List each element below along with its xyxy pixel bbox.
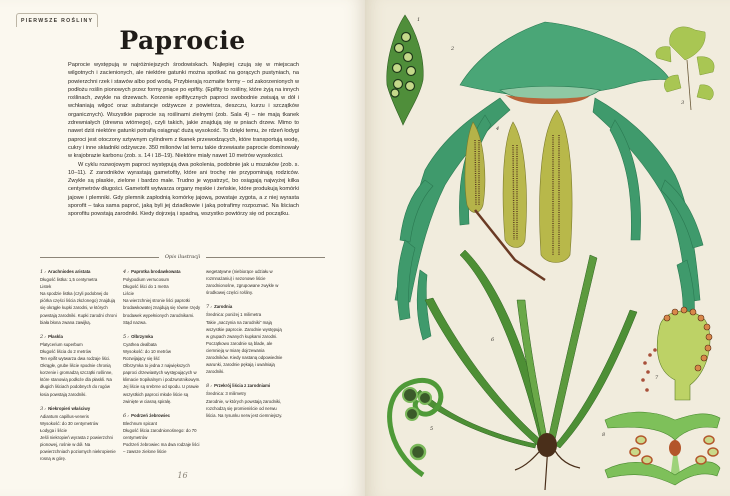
legend-number: 3 bbox=[40, 405, 44, 412]
legend-number: 4 bbox=[123, 269, 127, 275]
legend-line: Długość listka: 1,5 centymetra bbox=[40, 277, 98, 283]
legend-item-7: 7: Zarodnia Średnica: poniżej 1 milimetra Takie „naczynia na zarodniki” mają wszystkie paprocie. Zarodnie występują w grupach zwanych kupkami zarodni. Początkowo zarodnie są blade, ale ciemnieją w miarę dojrzewania zarodników. Kiedy nastaną odpowiednie warunki, zarodnie pękają i uwalniają zarodniki. bbox=[206, 304, 283, 375]
illustration-legend bbox=[40, 268, 325, 469]
legend-line: Długość liścia zarodnionośnego: do 70 centymetrów bbox=[123, 427, 197, 440]
legend-title: Podrzeń żebrowiec bbox=[131, 412, 170, 418]
legend-caption: Opis ilustracji bbox=[164, 254, 201, 260]
maidenhair-fern-icon bbox=[656, 27, 714, 110]
legend-item-4: 4: Paprotka brodawkowata Polypodium verrucosum Długość liści do 1 metra Liście Na wierzchniej stronie liści paprotki brodawkowatej znajdują się równe rzędy brodawek wypełnionych zarodnikami. Stąd nazwa. bbox=[123, 269, 201, 325]
legend-title: Olbrzymka bbox=[131, 333, 154, 339]
fiddlehead-icon bbox=[390, 380, 441, 475]
legend-line: wegetatywne (niebiorące udziału w rozmnażaniu) i sezonowe liście zarodnionośne, zgrupowane zwykle w środkowej części rośliny. bbox=[206, 269, 279, 296]
legend-title: Niekropień właściwy bbox=[48, 405, 91, 411]
right-page-illustration bbox=[365, 0, 730, 496]
legend-number: 6 bbox=[123, 412, 127, 419]
legend-line: Takie „naczynia na zarodniki” mają wszystkie paprocie. Zarodnie występują w grupach zwanych kupkami zarodni. Początkowo zarodnie są blade, ale ciemnieją w miarę dojrzewania zarodników. Kiedy nastaną odpowiednie warunki, zarodnie pękają i uwalniają zarodniki. bbox=[206, 319, 283, 375]
plate-label: 2 bbox=[451, 46, 455, 52]
legend-line: Podrzeń żebrowiec ma dwa rodzaje liści – zawsze zielone liście bbox=[123, 442, 200, 455]
legend-line: Rozwijający się liść bbox=[123, 356, 160, 362]
body-paragraph: W cyklu rozwojowym paproci występują dwa pokolenia, podobnie jak u mszaków (zob. s. 10–11). Z zarodników wyrastają gametofity, które ani trochę nie przypominają rodziców. Zwykle są płaskie, zielone i bardzo małe. Trudno je wypatrzyć, bo osiągają najwyżej kilka centymetrów długości. Gametofit wytwarza organy męskie i żeńskie, które produkują komórki jajowe i plemniki. Gdy plemnik zapłodnią komórkę jajową, powstaje zygota, a z niej wyrasta sporofit – taka sama paproć, jaką byli jej dziadkowie i jaką potrafimy rozpoznać. Na liściach sporofitu powstają zarodniki. Kiedy dojrzeją i spadną, wszystko powtórzy się od początku. bbox=[68, 161, 299, 218]
legend-line: Na wierzchniej stronie liści paprotki brodawkowatej znajdują się równe rzędy brodawek wypełnionych zarodnikami. Stąd nazwa. bbox=[123, 298, 201, 325]
legend-line: Jeśli niekropień wyrasta z powierzchni pionowej, rośnie w dół. Na powierzchniach poziomych niekropienie rosną w górę. bbox=[40, 434, 116, 462]
legend-line: Polypodium verrucosum bbox=[123, 277, 170, 283]
legend-item-8: 8: Przekrój liścia z zarodniami Średnica: 3 milimetry Zarodnie, w których powstają zarodniki, rozchodzą się promieniście od nerwu liścia. Na rysunku nerw jest ciemniejszy. bbox=[206, 383, 283, 418]
body-text bbox=[68, 61, 299, 219]
legend-column bbox=[206, 268, 284, 469]
legend-line: Blechnum spicant bbox=[123, 420, 157, 426]
plate-label: 3 bbox=[681, 100, 685, 106]
body-paragraph: Paprocie występują w najróżniejszych środowiskach. Najlepiej czują się w miejscach wilgotnych i zacienionych, ale niektóre gatunki można spotkać na gorących pustyniach, na powierzchni rzek i stawów albo pod wodą. Przybierają rozmaite formy – od zakorzenionych w podłożu roślin pionowych przez formy pnące po epifity. (Epifity to rośliny, które żyją na innych roślinach, zwykle na drzewach. Korzenie epifitycznych paproci swobodnie zwisają w dół i wchłaniają wilgoć oraz substancje odżywcze z powietrza, deszczu, kurzu i szczątków organicznych). Wszystkie paprocie są roślinami zielnymi (zob. Sala 4) – nie mają tkanek zdrewniałych (drewna wtórnego), czyli takich, jakie znajdują się w pniach drzew. Mimo to nawet dziś niektóre gatunki potrafią osiągnąć dużą wysokość. To dzięki temu, że rdzeń łodygi paproci jest otoczony sztywnym cylindrem z tkanek przewodzących, które transportują wodę, cukry i inne składniki odżywcze. 350 milionów lat temu takie drzewiaste paprocie dominowały w krajobrazie karbonu (zob. s. 14 i 18–19). Niektóre miały nawet 10 metrów wysokości. bbox=[68, 62, 299, 160]
legend-line: Na spodzie listka (czyli podobnej do piórka części liścia złożonego) znajdują się okrągłe kupki zarodni, w których powstają zarodniki. Kupki zarodni chroni biała błona zwana zawijką. bbox=[40, 291, 117, 325]
legend-column bbox=[123, 268, 201, 469]
legend-title: Płaskla bbox=[48, 333, 63, 339]
plate-label: 4 bbox=[496, 126, 500, 132]
plate-label: 7 bbox=[655, 375, 659, 381]
legend-line: Łodyga i liście bbox=[40, 427, 67, 433]
plate-label: 8 bbox=[602, 432, 606, 438]
blechnum-fern-icon bbox=[415, 250, 637, 490]
legend-line: Zarodnie, w których powstają zarodniki, rozchodzą się promieniście od nerwu liścia. Na rysunku nerw jest ciemniejszy. bbox=[206, 398, 283, 418]
divider-rule bbox=[206, 257, 325, 258]
legend-line: Długość liścia do 2 metrów bbox=[40, 348, 92, 354]
legend-number: 1 bbox=[40, 269, 44, 275]
legend-line: Platycerium superbum bbox=[40, 341, 83, 347]
sporangium-icon bbox=[641, 307, 712, 400]
legend-line: Liście bbox=[123, 291, 134, 297]
legend-line: Średnica: poniżej 1 milimetra bbox=[206, 312, 262, 318]
plate-label: 5 bbox=[430, 426, 434, 432]
legend-number: 8 bbox=[206, 383, 210, 390]
legend-title: Paprotka brodawkowata bbox=[131, 269, 181, 274]
legend-number: 2 bbox=[40, 333, 44, 340]
legend-line: Średnica: 3 milimetry bbox=[206, 391, 247, 397]
legend-item-5: 5: Olbrzymka Cyathea dealbata Wysokość: do 10 metrów Rozwijający się liść Olbrzymka to jedna z największych paproci drzewiastych występujących w klimacie tropikalnym i podzwrotnikowym. Jej liście są srebrne od spodu. U prawie wszystkich paproci młode liście są zwinięte w ciasną spiralę. bbox=[123, 333, 201, 404]
leaflet-sori-icon bbox=[387, 15, 424, 125]
legend-line: Ten epifit wytwarza dwa rodzaje liści. Okrągłe, grube liście spodnie chronią korzenie i gromadzą szczątki roślinne, które stanowią podłoże dla płaskli. Na długich liściach podobnych do rogów łosia powstają zarodniki. bbox=[40, 356, 113, 397]
legend-item-6: 6: Podrzeń żebrowiec Blechnum spicant Długość liścia zarodnionośnego: do 70 centymetrów Podrzeń żebrowiec ma dwa rodzaje liści – zawsze zielone liście bbox=[123, 412, 200, 455]
legend-title: Przekrój liścia z zarodniami bbox=[214, 383, 271, 389]
legend-line: Olbrzymka to jedna z największych paproci drzewiastych występujących w klimacie tropikalnym i podzwrotnikowym. Jej liście są srebrne od spodu. U prawie wszystkich paproci młode liście są zwinięte w ciasną spiralę. bbox=[123, 363, 201, 404]
leaf-cross-section-icon bbox=[605, 412, 720, 485]
page-title: Paprocie bbox=[119, 26, 246, 55]
legend-line: Długość liści do 1 metra bbox=[123, 284, 169, 290]
section-tab: PIERWSZE ROŚLINY bbox=[16, 13, 98, 27]
page-number: 16 bbox=[177, 471, 188, 480]
plate-label: 6 bbox=[491, 337, 495, 343]
legend-title: Zarodnia bbox=[214, 304, 233, 310]
legend-line: Wysokość: do 10 metrów bbox=[123, 348, 171, 354]
legend-title: Arachniodes aristata bbox=[47, 269, 91, 274]
legend-line: Cyathea dealbata bbox=[123, 341, 157, 347]
legend-item-3: 3: Niekropień właściwy Adiantum capillus-veneris Wysokość: do 30 centymetrów Łodyga i liście Jeśli niekropień wyrasta z powierzchni pionowej, rośnie w dół. Na powierzchniach poziomych niekropienie rosną w górę. bbox=[40, 405, 118, 463]
legend-divider bbox=[40, 253, 325, 261]
legend-line: Adiantum capillus-veneris bbox=[40, 413, 89, 419]
legend-line: Listek bbox=[40, 284, 52, 290]
legend-item-6-continued bbox=[206, 268, 284, 296]
legend-number: 5 bbox=[123, 333, 127, 340]
legend-number: 7 bbox=[206, 304, 210, 311]
divider-rule bbox=[40, 257, 159, 258]
legend-column bbox=[40, 268, 118, 469]
legend-item-1: 1: Arachniodes aristata Długość listka: 1,5 centymetra Listek Na spodzie listka (czyli podobnej do piórka części liścia złożonego) znajdują się okrągłe kupki zarodni, w których powstają zarodniki. Kupki zarodni chroni biała błona zwana zawijką. bbox=[40, 269, 117, 325]
legend-item-2: 2: Płaskla Platycerium superbum Długość liścia do 2 metrów Ten epifit wytwarza dwa rodzaje liści. Okrągłe, grube liście spodnie chronią korzenie i gromadzą szczątki roślinne, które stanowią podłoże dla płaskli. Na długich liściach podobnych do rogów łosia powstają zarodniki. bbox=[40, 333, 118, 398]
fern-plate-illustration bbox=[365, 0, 730, 496]
plate-label: 1 bbox=[417, 17, 421, 23]
legend-line: Wysokość: do 30 centymetrów bbox=[40, 420, 99, 426]
